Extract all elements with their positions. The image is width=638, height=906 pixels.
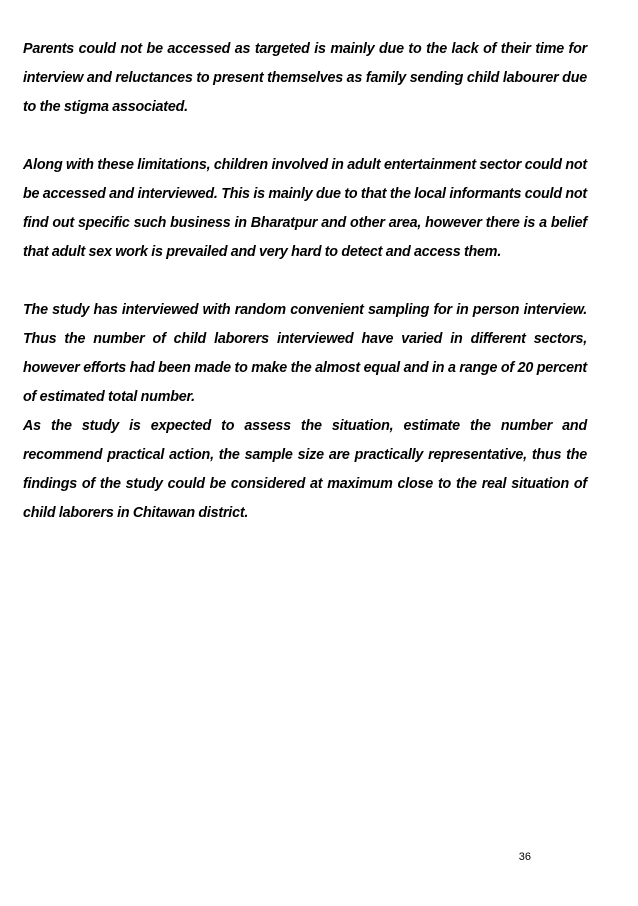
paragraph-parents-access: Parents could not be accessed as targeted is mainly due to the lack of their time for interview and reluctances to present themselves as family sending child labourer due to the stigma associated. <box>23 41 587 115</box>
paragraph-sampling: The study has interviewed with random convenient sampling for in person interview. Thus the number of child laborers interviewed have varied in different sectors, however efforts had been made to make the almost equal and in a range of 20 percent of estimated total number. <box>23 302 587 405</box>
body-text <box>23 35 587 528</box>
paragraph-gap <box>23 267 587 296</box>
paragraph-sample-size: As the study is expected to assess the situation, estimate the number and recommend practical action, the sample size are practically representative, thus the findings of the study could be considered at maximum close to the real situation of child laborers in Chitawan district. <box>23 418 587 521</box>
page-number: 36 <box>518 851 531 863</box>
paragraph-limitations: Along with these limitations, children involved in adult entertainment sector could not be accessed and interviewed. This is mainly due to that the local informants could not find out specific such business in Bharatpur and other area, however there is a belief that adult sex work is prevailed and very hard to detect and access them. <box>23 157 587 260</box>
paragraph-gap <box>23 122 587 151</box>
